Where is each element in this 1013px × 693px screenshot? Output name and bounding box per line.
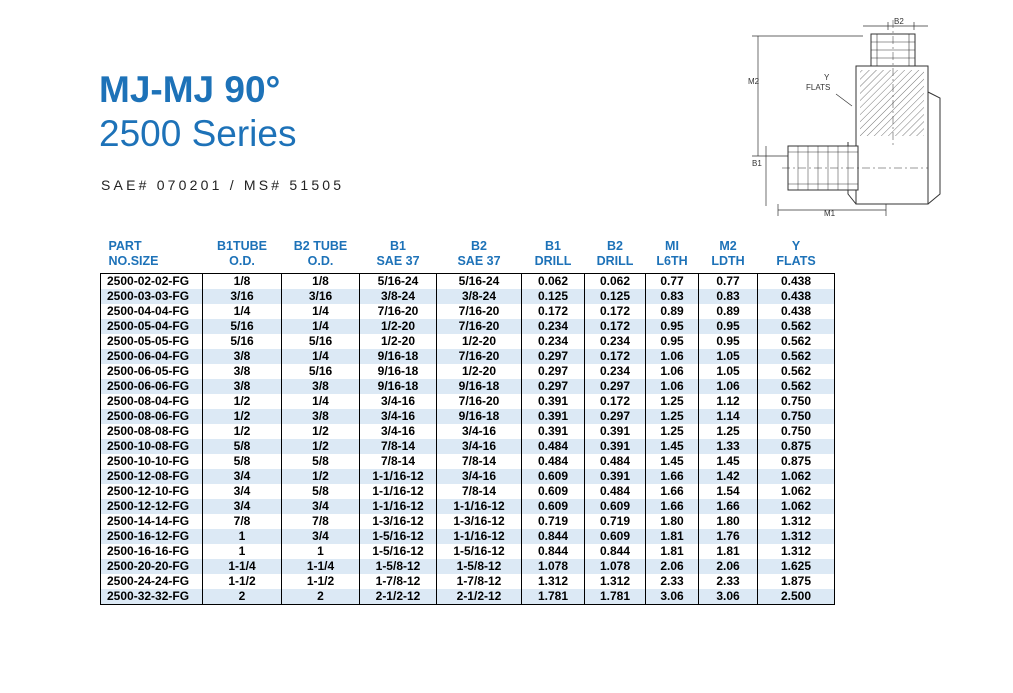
column-header bbox=[646, 229, 699, 274]
table-cell: 9/16-18 bbox=[437, 379, 522, 394]
table-row bbox=[101, 529, 835, 544]
table-cell: 0.562 bbox=[758, 364, 835, 379]
table-cell: 3/16 bbox=[282, 289, 360, 304]
table-cell: 3.06 bbox=[699, 589, 758, 605]
table-cell: 1.078 bbox=[522, 559, 585, 574]
table-row bbox=[101, 559, 835, 574]
table-cell: 2.33 bbox=[699, 574, 758, 589]
diagram-label-m2: M2 bbox=[748, 77, 760, 86]
table-cell: 7/16-20 bbox=[360, 304, 437, 319]
spec-table bbox=[100, 229, 835, 605]
part-number-cell: 2500-02-02-FG bbox=[101, 274, 203, 290]
table-cell: 1-3/16-12 bbox=[437, 514, 522, 529]
table-cell: 1.06 bbox=[646, 349, 699, 364]
table-cell: 0.062 bbox=[585, 274, 646, 290]
table-cell: 1.45 bbox=[646, 439, 699, 454]
table-cell: 5/8 bbox=[203, 454, 282, 469]
table-cell: 1-1/2 bbox=[203, 574, 282, 589]
table-cell: 2.06 bbox=[699, 559, 758, 574]
table-cell: 1-1/4 bbox=[282, 559, 360, 574]
part-number-cell: 2500-03-03-FG bbox=[101, 289, 203, 304]
table-cell: 0.609 bbox=[522, 484, 585, 499]
table-cell: 1/2-20 bbox=[437, 364, 522, 379]
table-cell: 1-1/16-12 bbox=[360, 499, 437, 514]
table-header bbox=[101, 229, 835, 274]
part-number-cell: 2500-32-32-FG bbox=[101, 589, 203, 605]
table-cell: 1.66 bbox=[646, 499, 699, 514]
table-cell: 0.609 bbox=[522, 499, 585, 514]
table-cell: 3/8 bbox=[203, 349, 282, 364]
table-cell: 0.391 bbox=[522, 409, 585, 424]
table-cell: 0.89 bbox=[699, 304, 758, 319]
table-cell: 1.781 bbox=[522, 589, 585, 605]
table-cell: 0.562 bbox=[758, 379, 835, 394]
table-cell: 1-1/4 bbox=[203, 559, 282, 574]
table-cell: 9/16-18 bbox=[360, 379, 437, 394]
table-cell: 0.438 bbox=[758, 289, 835, 304]
column-header-line: SAE 37 bbox=[376, 254, 420, 268]
table-cell: 1/8 bbox=[203, 274, 282, 290]
table-cell: 5/16-24 bbox=[360, 274, 437, 290]
table-cell: 0.234 bbox=[585, 364, 646, 379]
table-cell: 0.297 bbox=[522, 349, 585, 364]
table-cell: 7/8-14 bbox=[360, 439, 437, 454]
table-cell: 1.54 bbox=[699, 484, 758, 499]
table-cell: 1-7/8-12 bbox=[360, 574, 437, 589]
table-row bbox=[101, 409, 835, 424]
part-number-cell: 2500-16-12-FG bbox=[101, 529, 203, 544]
table-cell: 1/2-20 bbox=[360, 319, 437, 334]
table-cell: 1/2 bbox=[203, 394, 282, 409]
table-cell: 0.719 bbox=[522, 514, 585, 529]
column-header-line: B1TUBE bbox=[216, 239, 267, 253]
table-cell: 0.844 bbox=[522, 529, 585, 544]
table-cell: 0.234 bbox=[585, 334, 646, 349]
table-cell: 1/2 bbox=[282, 469, 360, 484]
table-cell: 3/8 bbox=[282, 379, 360, 394]
table-cell: 5/8 bbox=[282, 484, 360, 499]
table-cell: 1.312 bbox=[522, 574, 585, 589]
table-cell: 1.33 bbox=[699, 439, 758, 454]
column-header-line: B2 bbox=[607, 239, 623, 253]
table-cell: 0.609 bbox=[585, 499, 646, 514]
table-cell: 0.95 bbox=[646, 334, 699, 349]
part-number-cell: 2500-12-10-FG bbox=[101, 484, 203, 499]
table-cell: 1/2-20 bbox=[360, 334, 437, 349]
table-cell: 0.95 bbox=[646, 319, 699, 334]
column-header-line: B2 TUBE bbox=[293, 239, 348, 253]
table-cell: 0.83 bbox=[646, 289, 699, 304]
table-cell: 0.875 bbox=[758, 439, 835, 454]
part-number-cell: 2500-16-16-FG bbox=[101, 544, 203, 559]
table-cell: 7/8-14 bbox=[437, 484, 522, 499]
table-cell: 1.25 bbox=[646, 424, 699, 439]
table-cell: 3/16 bbox=[203, 289, 282, 304]
table-cell: 0.844 bbox=[522, 544, 585, 559]
table-cell: 1/8 bbox=[282, 274, 360, 290]
spec-numbers: SAE# 070201 / MS# 51505 bbox=[101, 177, 345, 193]
table-cell: 1/4 bbox=[282, 319, 360, 334]
table-cell: 1/2 bbox=[282, 424, 360, 439]
table-cell: 0.125 bbox=[522, 289, 585, 304]
table-cell: 3/4 bbox=[282, 499, 360, 514]
table-cell: 1.875 bbox=[758, 574, 835, 589]
table-row bbox=[101, 469, 835, 484]
table-cell: 1.76 bbox=[699, 529, 758, 544]
table-cell: 1.45 bbox=[699, 454, 758, 469]
table-cell: 5/16 bbox=[282, 364, 360, 379]
table-cell: 3/4-16 bbox=[360, 394, 437, 409]
part-number-cell: 2500-06-06-FG bbox=[101, 379, 203, 394]
column-header-line: M2 bbox=[719, 239, 737, 253]
table-cell: 0.438 bbox=[758, 274, 835, 290]
table-row bbox=[101, 349, 835, 364]
table-row bbox=[101, 514, 835, 529]
table-cell: 1.12 bbox=[699, 394, 758, 409]
column-header-line: O.D. bbox=[307, 254, 334, 268]
table-cell: 0.844 bbox=[585, 544, 646, 559]
table-cell: 0.484 bbox=[585, 484, 646, 499]
table-cell: 3/4-16 bbox=[360, 424, 437, 439]
table-cell: 1.66 bbox=[646, 484, 699, 499]
table-cell: 1-1/16-12 bbox=[437, 529, 522, 544]
table-cell: 1-1/16-12 bbox=[360, 484, 437, 499]
table-cell: 1.81 bbox=[699, 544, 758, 559]
column-header-line: O.D. bbox=[229, 254, 255, 268]
table-cell: 0.297 bbox=[522, 379, 585, 394]
table-cell: 1.625 bbox=[758, 559, 835, 574]
column-header-line: Y bbox=[791, 239, 801, 253]
table-cell: 1/2 bbox=[282, 439, 360, 454]
column-header bbox=[101, 229, 203, 274]
table-cell: 3/8 bbox=[282, 409, 360, 424]
table-cell: 1.781 bbox=[585, 589, 646, 605]
table-cell: 7/16-20 bbox=[437, 319, 522, 334]
table-cell: 0.297 bbox=[585, 379, 646, 394]
table-cell: 5/16 bbox=[282, 334, 360, 349]
table-cell: 3.06 bbox=[646, 589, 699, 605]
column-header bbox=[758, 229, 835, 274]
table-cell: 2.06 bbox=[646, 559, 699, 574]
table-cell: 1.06 bbox=[646, 364, 699, 379]
table-cell: 0.609 bbox=[585, 529, 646, 544]
table-cell: 1.062 bbox=[758, 484, 835, 499]
product-title: MJ-MJ 90° bbox=[99, 69, 281, 110]
table-cell: 9/16-18 bbox=[437, 409, 522, 424]
table-row bbox=[101, 379, 835, 394]
table-cell: 1.062 bbox=[758, 469, 835, 484]
table-cell: 0.391 bbox=[585, 424, 646, 439]
column-header-line: B2 bbox=[471, 239, 487, 253]
table-cell: 1.078 bbox=[585, 559, 646, 574]
part-number-cell: 2500-20-20-FG bbox=[101, 559, 203, 574]
table-cell: 0.562 bbox=[758, 319, 835, 334]
table-cell: 1/4 bbox=[203, 304, 282, 319]
table-cell: 1.42 bbox=[699, 469, 758, 484]
table-cell: 5/16 bbox=[203, 319, 282, 334]
table-cell: 1.45 bbox=[646, 454, 699, 469]
table-cell: 3/8 bbox=[203, 364, 282, 379]
table-cell: 3/4 bbox=[282, 529, 360, 544]
table-cell: 1.05 bbox=[699, 349, 758, 364]
table-cell: 3/4-16 bbox=[437, 424, 522, 439]
table-row bbox=[101, 589, 835, 605]
table-cell: 0.172 bbox=[522, 304, 585, 319]
table-cell: 1-7/8-12 bbox=[437, 574, 522, 589]
table-body bbox=[101, 274, 835, 605]
table-cell: 1.80 bbox=[699, 514, 758, 529]
column-header-line: DRILL bbox=[534, 254, 572, 268]
table-cell: 0.750 bbox=[758, 424, 835, 439]
table-cell: 3/8 bbox=[203, 379, 282, 394]
table-row bbox=[101, 439, 835, 454]
column-header bbox=[585, 229, 646, 274]
column-header bbox=[282, 229, 360, 274]
table-cell: 3/4 bbox=[203, 499, 282, 514]
table-cell: 0.609 bbox=[522, 469, 585, 484]
table-cell: 0.391 bbox=[585, 469, 646, 484]
table-cell: 1.06 bbox=[699, 379, 758, 394]
table-cell: 2 bbox=[203, 589, 282, 605]
part-number-cell: 2500-12-12-FG bbox=[101, 499, 203, 514]
table-cell: 0.89 bbox=[646, 304, 699, 319]
table-cell: 1.312 bbox=[585, 574, 646, 589]
table-cell: 5/8 bbox=[203, 439, 282, 454]
table-cell: 0.95 bbox=[699, 319, 758, 334]
table-cell: 0.062 bbox=[522, 274, 585, 290]
table-cell: 2-1/2-12 bbox=[360, 589, 437, 605]
table-cell: 1-5/16-12 bbox=[360, 544, 437, 559]
part-number-cell: 2500-06-04-FG bbox=[101, 349, 203, 364]
table-cell: 1.062 bbox=[758, 499, 835, 514]
table-cell: 7/16-20 bbox=[437, 349, 522, 364]
table-cell: 1-5/8-12 bbox=[437, 559, 522, 574]
table-cell: 1.80 bbox=[646, 514, 699, 529]
table-cell: 1-3/16-12 bbox=[360, 514, 437, 529]
table-cell: 3/8-24 bbox=[360, 289, 437, 304]
table-cell: 0.484 bbox=[585, 454, 646, 469]
table-cell: 0.77 bbox=[699, 274, 758, 290]
table-cell: 0.750 bbox=[758, 394, 835, 409]
table-row bbox=[101, 274, 835, 290]
part-number-cell: 2500-08-06-FG bbox=[101, 409, 203, 424]
table-row bbox=[101, 304, 835, 319]
part-number-cell: 2500-24-24-FG bbox=[101, 574, 203, 589]
table-cell: 1/4 bbox=[282, 394, 360, 409]
table-cell: 3/8-24 bbox=[437, 289, 522, 304]
product-series: 2500 Series bbox=[99, 113, 297, 154]
table-cell: 1.25 bbox=[646, 409, 699, 424]
column-header-line: SAE 37 bbox=[457, 254, 501, 268]
column-header bbox=[203, 229, 282, 274]
table-cell: 1 bbox=[282, 544, 360, 559]
column-header bbox=[699, 229, 758, 274]
column-header bbox=[437, 229, 522, 274]
table-cell: 0.234 bbox=[522, 334, 585, 349]
table-cell: 3/4-16 bbox=[437, 439, 522, 454]
table-cell: 0.297 bbox=[522, 364, 585, 379]
table-row bbox=[101, 574, 835, 589]
table-cell: 1.81 bbox=[646, 529, 699, 544]
table-cell: 0.172 bbox=[585, 304, 646, 319]
diagram-label-b1: B1 bbox=[752, 159, 762, 168]
table-row bbox=[101, 424, 835, 439]
table-cell: 7/16-20 bbox=[437, 304, 522, 319]
part-number-cell: 2500-08-04-FG bbox=[101, 394, 203, 409]
table-cell: 7/16-20 bbox=[437, 394, 522, 409]
table-cell: 2 bbox=[282, 589, 360, 605]
table-cell: 0.297 bbox=[585, 409, 646, 424]
table-cell: 1.312 bbox=[758, 544, 835, 559]
table-cell: 5/16 bbox=[203, 334, 282, 349]
column-header-line: B1 bbox=[390, 239, 406, 253]
diagram-label-m1: M1 bbox=[824, 209, 836, 218]
table-cell: 0.562 bbox=[758, 334, 835, 349]
table-cell: 1 bbox=[203, 544, 282, 559]
table-cell: 0.391 bbox=[585, 439, 646, 454]
column-header-line: FLATS bbox=[776, 254, 816, 268]
table-row bbox=[101, 364, 835, 379]
part-number-cell: 2500-10-08-FG bbox=[101, 439, 203, 454]
table-cell: 0.875 bbox=[758, 454, 835, 469]
table-cell: 0.77 bbox=[646, 274, 699, 290]
table-cell: 1.25 bbox=[699, 424, 758, 439]
table-row bbox=[101, 544, 835, 559]
diagram-label-flats: FLATS bbox=[806, 83, 831, 92]
table-cell: 0.484 bbox=[522, 439, 585, 454]
fitting-diagram bbox=[728, 6, 968, 218]
table-cell: 7/8-14 bbox=[437, 454, 522, 469]
table-cell: 1.312 bbox=[758, 514, 835, 529]
column-header-line: MI bbox=[665, 239, 679, 253]
table-cell: 5/16-24 bbox=[437, 274, 522, 290]
table-cell: 0.95 bbox=[699, 334, 758, 349]
table-cell: 1/4 bbox=[282, 304, 360, 319]
diagram-label-y: Y bbox=[824, 73, 830, 82]
table-row bbox=[101, 334, 835, 349]
part-number-cell: 2500-06-05-FG bbox=[101, 364, 203, 379]
table-cell: 0.391 bbox=[522, 394, 585, 409]
table-cell: 7/8 bbox=[203, 514, 282, 529]
table-cell: 1.25 bbox=[646, 394, 699, 409]
table-cell: 7/8-14 bbox=[360, 454, 437, 469]
table-cell: 2-1/2-12 bbox=[437, 589, 522, 605]
table-cell: 0.172 bbox=[585, 349, 646, 364]
table-cell: 1-5/16-12 bbox=[437, 544, 522, 559]
table-cell: 0.391 bbox=[522, 424, 585, 439]
table-cell: 1.312 bbox=[758, 529, 835, 544]
table-cell: 3/4 bbox=[203, 469, 282, 484]
table-row bbox=[101, 394, 835, 409]
table-cell: 7/8 bbox=[282, 514, 360, 529]
table-cell: 3/4-16 bbox=[360, 409, 437, 424]
table-cell: 3/4-16 bbox=[437, 469, 522, 484]
table-cell: 1.81 bbox=[646, 544, 699, 559]
table-row bbox=[101, 319, 835, 334]
table-cell: 5/8 bbox=[282, 454, 360, 469]
table-cell: 0.83 bbox=[699, 289, 758, 304]
column-header-line: DRILL bbox=[596, 254, 634, 268]
table-cell: 9/16-18 bbox=[360, 364, 437, 379]
table-row bbox=[101, 454, 835, 469]
table-cell: 1-1/16-12 bbox=[360, 469, 437, 484]
part-number-cell: 2500-05-05-FG bbox=[101, 334, 203, 349]
part-number-cell: 2500-08-08-FG bbox=[101, 424, 203, 439]
table-cell: 1-5/8-12 bbox=[360, 559, 437, 574]
table-cell: 9/16-18 bbox=[360, 349, 437, 364]
table-row bbox=[101, 484, 835, 499]
column-header-line: L6TH bbox=[656, 254, 688, 268]
table-row bbox=[101, 499, 835, 514]
column-header-line: PART bbox=[108, 239, 142, 253]
table-cell: 1 bbox=[203, 529, 282, 544]
table-row bbox=[101, 289, 835, 304]
table-cell: 1.06 bbox=[646, 379, 699, 394]
part-number-cell: 2500-04-04-FG bbox=[101, 304, 203, 319]
part-number-cell: 2500-12-08-FG bbox=[101, 469, 203, 484]
diagram-label-b2: B2 bbox=[894, 17, 904, 26]
table-cell: 0.484 bbox=[522, 454, 585, 469]
column-header-line: B1 bbox=[545, 239, 561, 253]
table-cell: 1-1/16-12 bbox=[437, 499, 522, 514]
table-cell: 1/4 bbox=[282, 349, 360, 364]
column-header-line: LDTH bbox=[711, 254, 745, 268]
part-number-cell: 2500-14-14-FG bbox=[101, 514, 203, 529]
table-cell: 1-5/16-12 bbox=[360, 529, 437, 544]
part-number-cell: 2500-10-10-FG bbox=[101, 454, 203, 469]
table-cell: 1.66 bbox=[699, 499, 758, 514]
column-header bbox=[522, 229, 585, 274]
column-header-line: NO.SIZE bbox=[108, 254, 159, 268]
table-cell: 1/2-20 bbox=[437, 334, 522, 349]
table-cell: 0.562 bbox=[758, 349, 835, 364]
table-cell: 2.33 bbox=[646, 574, 699, 589]
column-header bbox=[360, 229, 437, 274]
table-cell: 0.438 bbox=[758, 304, 835, 319]
table-cell: 0.172 bbox=[585, 319, 646, 334]
table-cell: 0.125 bbox=[585, 289, 646, 304]
table-cell: 1.05 bbox=[699, 364, 758, 379]
table-cell: 1.14 bbox=[699, 409, 758, 424]
table-cell: 0.234 bbox=[522, 319, 585, 334]
table-cell: 1-1/2 bbox=[282, 574, 360, 589]
part-number-cell: 2500-05-04-FG bbox=[101, 319, 203, 334]
table-cell: 2.500 bbox=[758, 589, 835, 605]
table-cell: 1/2 bbox=[203, 409, 282, 424]
table-cell: 0.172 bbox=[585, 394, 646, 409]
table-cell: 1.66 bbox=[646, 469, 699, 484]
table-cell: 3/4 bbox=[203, 484, 282, 499]
table-cell: 1/2 bbox=[203, 424, 282, 439]
table-cell: 0.750 bbox=[758, 409, 835, 424]
table-cell: 0.719 bbox=[585, 514, 646, 529]
